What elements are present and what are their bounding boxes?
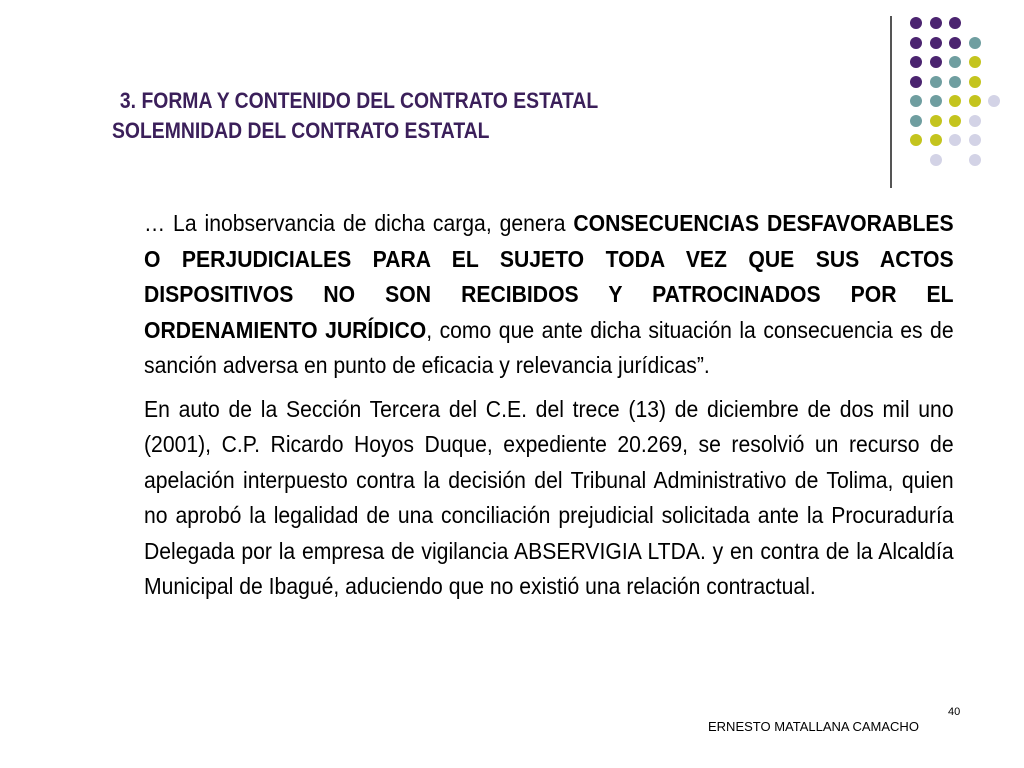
slide-title-line-1: 3. FORMA Y CONTENIDO DEL CONTRATO ESTATAL <box>119 88 599 113</box>
decorative-dot <box>969 154 981 166</box>
decorative-dot <box>988 95 1000 107</box>
slide-title <box>112 86 728 146</box>
decorative-dot <box>949 115 961 127</box>
slide-body <box>144 206 954 613</box>
decorative-dot <box>949 17 961 29</box>
paragraph-2: En auto de la Sección Tercera del C.E. del trece (13) de diciembre de dos mil uno (2001), C.P. Ricardo Hoyos Duque, expediente 20.269, se resolvió un recurso de apelación interpuesto contra la decisión del Tribunal Administrativo de Tolima, quien no aprobó la legalidad de una conciliación prejudicial solicitada ante la Procuraduría Delegada por la empresa de vigilancia ABSERVIGIA LTDA. y en contra de la Alcaldía Municipal de Ibagué, aduciendo que no existió una relación contractual. <box>144 395 954 599</box>
decorative-dot <box>930 17 942 29</box>
decorative-dot <box>910 115 922 127</box>
decorative-dot-grid <box>900 14 1020 174</box>
decorative-dot <box>949 56 961 68</box>
decorative-dot <box>930 95 942 107</box>
slide-title-line-2: SOLEMNIDAD DEL CONTRATO ESTATAL <box>112 118 490 143</box>
decorative-dot <box>910 56 922 68</box>
decorative-dot <box>930 37 942 49</box>
decorative-dot <box>930 154 942 166</box>
decorative-dot <box>949 37 961 49</box>
decorative-dot <box>910 95 922 107</box>
paragraph-1-emphasis: CONSECUENCIAS DESFAVORABLES O PERJUDICIALES PARA EL SUJETO TODA VEZ QUE SUS ACTOS DISPOSITIVOS NO SON RECIBIDOS Y PATROCINADOS POR EL ORDENAMIENTO JURÍDICO <box>144 210 954 343</box>
decorative-dot <box>969 76 981 88</box>
page-number: 40 <box>948 706 961 718</box>
decorative-dot <box>969 95 981 107</box>
paragraph-1 <box>144 206 954 384</box>
decorative-dot <box>969 56 981 68</box>
decorative-dot <box>949 76 961 88</box>
vertical-divider <box>890 16 892 188</box>
decorative-dot <box>910 76 922 88</box>
decorative-dot <box>949 134 961 146</box>
decorative-dot <box>969 37 981 49</box>
decorative-dot <box>969 134 981 146</box>
paragraph-1-text-start: … La inobservancia de dicha carga, genera <box>144 210 574 236</box>
decorative-dot <box>930 56 942 68</box>
decorative-dot <box>930 134 942 146</box>
decorative-dot <box>930 76 942 88</box>
decorative-dot <box>910 37 922 49</box>
decorative-dot <box>949 95 961 107</box>
decorative-dot <box>910 134 922 146</box>
paragraph-1-text-end: , como que ante dicha situación la consecuencia es de sanción adversa en punto de eficacia y relevancia jurídicas”. <box>144 316 954 378</box>
decorative-dot <box>910 17 922 29</box>
footer-author: ERNESTO MATALLANA CAMACHO <box>708 719 919 734</box>
decorative-dot <box>930 115 942 127</box>
decorative-dot <box>969 115 981 127</box>
